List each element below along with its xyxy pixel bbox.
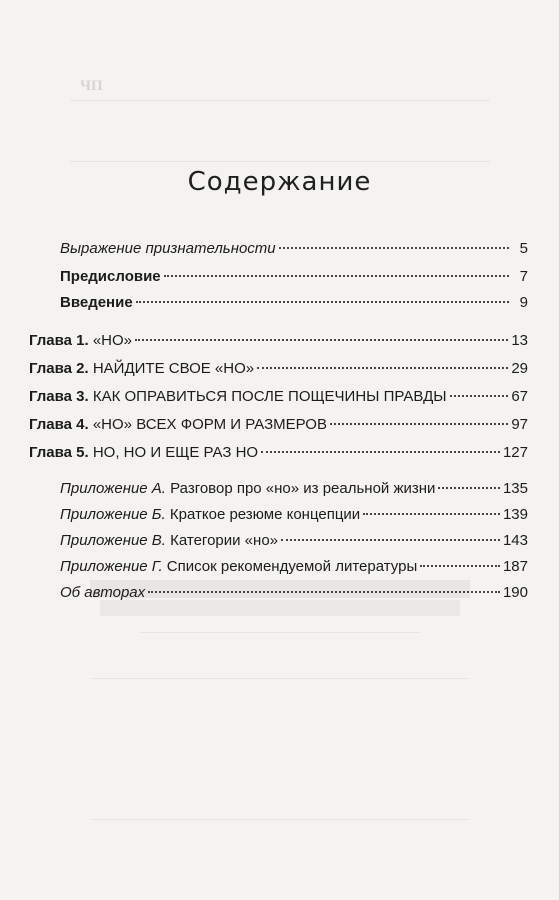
toc-row-acknowledgements: [60, 236, 528, 262]
chapter-number: Глава 5.: [29, 444, 89, 461]
show-through-text: ЧП: [80, 78, 257, 94]
chapter-number: Глава 2.: [29, 360, 89, 377]
show-through-block: [140, 632, 420, 659]
spacer: [60, 316, 528, 328]
toc-row-appendix-a: [60, 476, 528, 502]
dot-leader: [261, 450, 500, 453]
toc-page-number: 190: [502, 584, 528, 601]
toc-page-number: 5: [519, 240, 528, 257]
toc-page-number: 67: [511, 388, 528, 405]
dot-leader: [279, 246, 509, 249]
dot-leader: [164, 274, 509, 277]
toc-entry-label: [29, 412, 327, 438]
toc-page-number: 13: [511, 332, 528, 349]
dot-leader: [148, 590, 500, 593]
chapter-number: Глава 1.: [29, 332, 89, 349]
dot-leader: [450, 394, 509, 397]
dot-leader: [438, 486, 500, 489]
toc-entry-label: Выражение признательности: [60, 240, 276, 257]
dot-leader: [136, 300, 509, 303]
chapter-number: Глава 4.: [29, 416, 89, 433]
chapter-title: «НО»: [92, 332, 133, 349]
toc-entry-label: Об авторах: [60, 584, 146, 601]
chapter-title: КАК ОПРАВИТЬСЯ ПОСЛЕ ПОЩЕЧИНЫ ПРАВДЫ: [92, 388, 447, 405]
appendix-number: Приложение В.: [60, 532, 166, 549]
toc-page-number: 135: [502, 480, 528, 497]
toc-row-preface: [60, 264, 528, 290]
toc-row-appendix-g: [60, 554, 528, 580]
appendix-title: Разговор про «но» из реальной жизни: [170, 480, 436, 497]
toc-page-number: 97: [511, 416, 528, 433]
appendix-number: Приложение Б.: [60, 506, 166, 523]
page-title: Содержание: [187, 167, 372, 198]
toc-row-chapter-5: [29, 440, 528, 466]
chapter-title: «НО» ВСЕХ ФОРМ И РАЗМЕРОВ: [92, 416, 327, 433]
dot-leader: [420, 564, 500, 567]
appendix-title: Список рекомендуемой литературы: [166, 558, 418, 575]
appendix-number: Приложение А.: [60, 480, 166, 497]
chapter-number: Глава 3.: [29, 388, 89, 405]
toc-row-chapter-4: [29, 412, 528, 438]
dot-leader: [257, 366, 508, 369]
toc-page-number: 139: [502, 506, 528, 523]
toc-row-appendix-b: [60, 502, 528, 528]
toc-row-appendix-v: [60, 528, 528, 554]
dot-leader: [135, 338, 508, 341]
chapter-title: НАЙДИТЕ СВОЕ «НО»: [92, 360, 255, 377]
show-through-block: [90, 678, 470, 820]
toc-page-number: 127: [502, 444, 528, 461]
toc-page-number: 9: [519, 294, 528, 311]
table-of-contents: [29, 236, 528, 606]
toc-entry-label: Введение: [60, 294, 133, 311]
toc-page-number: 29: [511, 360, 528, 377]
toc-page-number: 7: [519, 268, 528, 285]
dot-leader: [330, 422, 508, 425]
toc-entry-label: [29, 356, 254, 382]
toc-entry-label: [29, 384, 447, 410]
appendix-number: Приложение Г.: [60, 558, 163, 575]
toc-page-number: 187: [502, 558, 528, 575]
toc-row-about-authors: [60, 580, 528, 606]
toc-row-introduction: [60, 290, 528, 316]
toc-entry-label: [60, 476, 435, 502]
dot-leader: [281, 538, 500, 541]
toc-row-chapter-2: [29, 356, 528, 382]
chapter-title: НО, НО И ЕЩЕ РАЗ НО: [92, 444, 259, 461]
toc-entry-label: [60, 502, 360, 528]
toc-row-chapter-3: [29, 384, 528, 410]
toc-page-number: 143: [502, 532, 528, 549]
toc-entry-label: [29, 328, 132, 354]
dot-leader: [363, 512, 500, 515]
spacer: [60, 466, 528, 476]
appendix-title: Категории «но»: [170, 532, 278, 549]
appendix-title: Краткое резюме концепции: [169, 506, 361, 523]
toc-row-chapter-1: [29, 328, 528, 354]
toc-entry-label: [60, 528, 278, 554]
toc-entry-label: Предисловие: [60, 268, 161, 285]
toc-entry-label: [60, 554, 417, 580]
show-through-block: [70, 100, 490, 162]
toc-entry-label: [29, 440, 258, 466]
